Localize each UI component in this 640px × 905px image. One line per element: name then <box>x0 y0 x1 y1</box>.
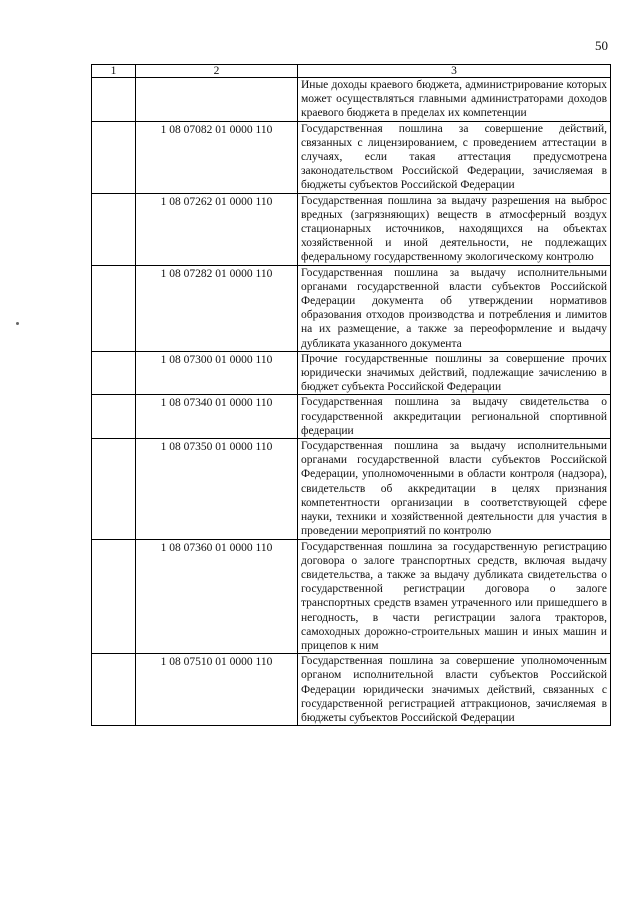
description-cell: Государственная пошлина за выдачу исполнительными органами государственной власти субъектов Российской Федерации, уполномоченными в области контроля (надзора), свидетельств об аккредитации в целях признания компетентности организации в соответствующей сфере науки, техники и хозяйственной деятельности для участия в проведении мероприятий по контролю <box>298 439 611 539</box>
table-row <box>92 193 611 265</box>
column-header-3: 3 <box>298 65 611 78</box>
budget-code-cell: 1 08 07300 01 0000 110 <box>136 351 298 395</box>
row-number-cell <box>92 265 136 351</box>
description-cell: Государственная пошлина за государственную регистрацию договора о залоге транспортных средств, включая выдачу свидетельства, а также за выдачу дубликата свидетельства о государственной регистрации договора о залоге транспортных средств взамен утраченного или пришедшего в негодность, в части регистрации залога тракторов, самоходных дорожно-строительных машин и иных машин и прицепов к ним <box>298 539 611 654</box>
row-number-cell <box>92 121 136 193</box>
row-number-cell <box>92 439 136 539</box>
row-number-cell <box>92 78 136 122</box>
description-cell: Государственная пошлина за совершение уполномоченным органом исполнительной власти субъектов Российской Федерации юридически значимых действий, связанных с государственной регистрацией аттракционов, зачисляемая в бюджеты субъектов Российской Федерации <box>298 654 611 726</box>
description-cell: Государственная пошлина за выдачу разрешения на выброс вредных (загрязняющих) веществ в атмосферный воздух стационарных источников, находящихся на объектах хозяйственной и иной деятельности, не подлежащих федеральному государственному экологическому контролю <box>298 193 611 265</box>
scan-speck <box>16 322 19 325</box>
budget-code-cell: 1 08 07510 01 0000 110 <box>136 654 298 726</box>
row-number-cell <box>92 351 136 395</box>
table-row <box>92 539 611 654</box>
budget-code-cell: 1 08 07282 01 0000 110 <box>136 265 298 351</box>
table-row <box>92 439 611 539</box>
table-row <box>92 78 611 122</box>
budget-code-cell: 1 08 07350 01 0000 110 <box>136 439 298 539</box>
table-row <box>92 351 611 395</box>
table-header-row <box>92 65 611 78</box>
table-row <box>92 654 611 726</box>
table-row <box>92 265 611 351</box>
page-number: 50 <box>595 38 608 53</box>
description-cell: Иные доходы краевого бюджета, администрирование которых может осуществляться главными администраторами доходов краевого бюджета в пределах их компетенции <box>298 78 611 122</box>
column-header-2: 2 <box>136 65 298 78</box>
description-cell: Государственная пошлина за выдачу свидетельства о государственной аккредитации региональной спортивной федерации <box>298 395 611 439</box>
table-row <box>92 395 611 439</box>
budget-code-cell: 1 08 07082 01 0000 110 <box>136 121 298 193</box>
description-cell: Государственная пошлина за совершение действий, связанных с лицензированием, с проведением аттестации в случаях, если такая аттестация предусмотрена законодательством Российской Федерации, зачисляемая в бюджеты субъектов Российской Федерации <box>298 121 611 193</box>
row-number-cell <box>92 395 136 439</box>
description-cell: Государственная пошлина за выдачу исполнительными органами государственной власти субъектов Российской Федерации документа об утверждении нормативов образования отходов производства и потребления и лимитов на их размещение, а также за переоформление и выдачу дубликата указанного документа <box>298 265 611 351</box>
budget-code-cell: 1 08 07340 01 0000 110 <box>136 395 298 439</box>
row-number-cell <box>92 539 136 654</box>
budget-code-cell <box>136 78 298 122</box>
budget-code-cell: 1 08 07262 01 0000 110 <box>136 193 298 265</box>
row-number-cell <box>92 193 136 265</box>
row-number-cell <box>92 654 136 726</box>
table-row <box>92 121 611 193</box>
column-header-1: 1 <box>92 65 136 78</box>
description-cell: Прочие государственные пошлины за совершение прочих юридически значимых действий, подлежащие зачислению в бюджет субъекта Российской Федерации <box>298 351 611 395</box>
revenue-codes-table <box>91 64 611 726</box>
budget-code-cell: 1 08 07360 01 0000 110 <box>136 539 298 654</box>
